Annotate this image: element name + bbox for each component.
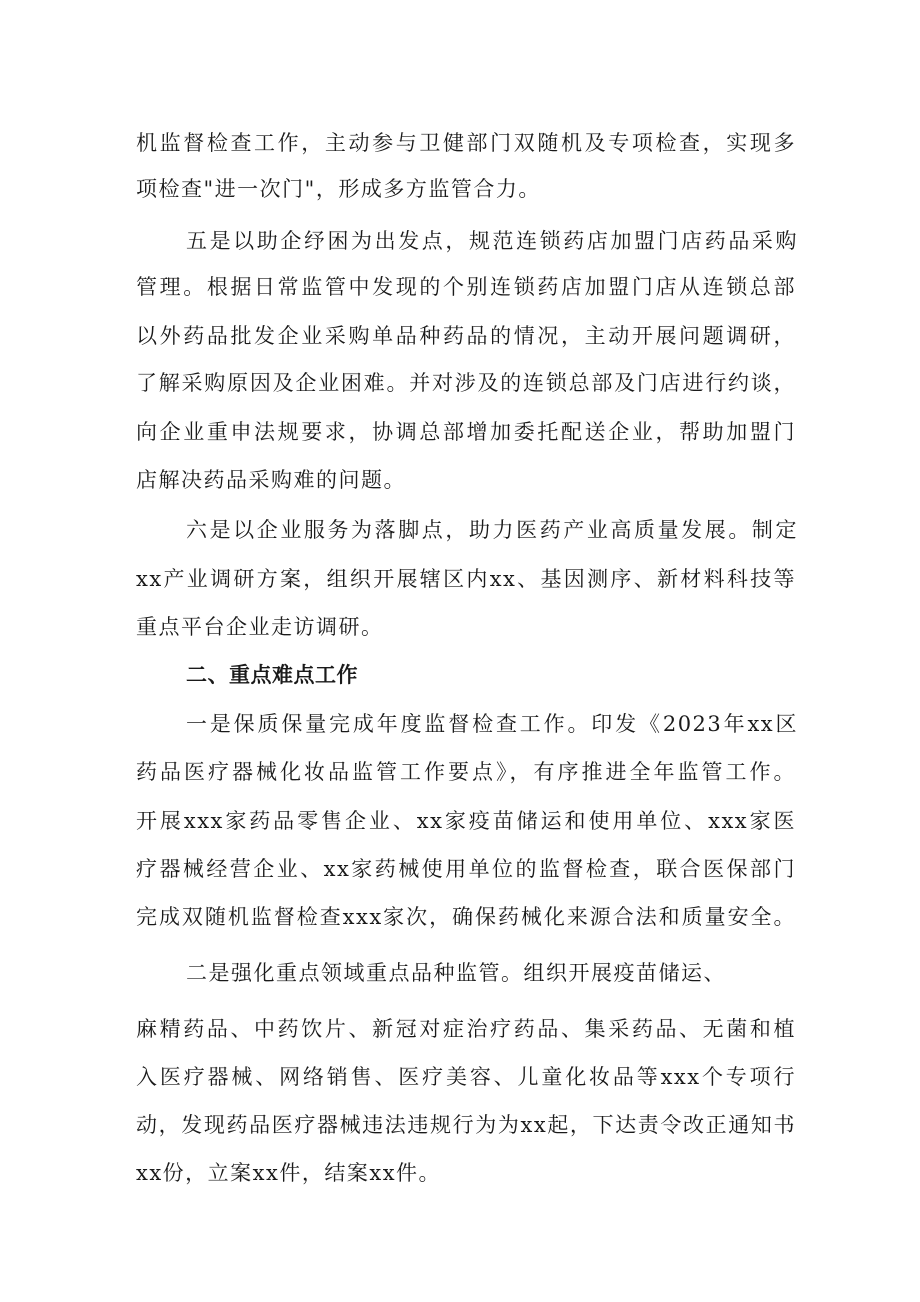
paragraph-2-line-4: 动，发现药品医疗器械违法违规行为为xx起，下达责令改正通知书: [136, 1113, 796, 1137]
paragraph-5-line-5: 向企业重申法规要求，协调总部增加委托配送企业，帮助加盟门: [136, 420, 796, 444]
paragraph-2-line-2: 麻精药品、中药饮片、新冠对症治疗药品、集采药品、无菌和植: [136, 1017, 796, 1041]
section-heading: 二、重点难点工作: [186, 663, 358, 687]
paragraph-6-line-3: 重点平台企业走访调研。: [136, 615, 384, 639]
paragraph-5-line-4: 了解采购原因及企业困难。并对涉及的连锁总部及门店进行约谈，: [136, 371, 796, 395]
paragraph-5-line-2: 管理。根据日常监管中发现的个别连锁药店加盟门店从连锁总部: [136, 275, 796, 299]
text-line-2: 项检查"进一次门"，形成多方监管合力。: [136, 177, 541, 201]
paragraph-2-line-5: xx份，立案xx件，结案xx件。: [136, 1161, 442, 1185]
paragraph-1-line-1: 一是保质保量完成年度监督检查工作。印发《2023年xx区: [186, 712, 798, 736]
paragraph-6-line-2: xx产业调研方案，组织开展辖区内xx、基因测序、新材料科技等: [136, 567, 796, 591]
paragraph-6-line-1: 六是以企业服务为落脚点，助力医药产业高质量发展。制定: [186, 518, 798, 542]
paragraph-2-line-3: 入医疗器械、网络销售、医疗美容、儿童化妆品等xxx个专项行: [136, 1065, 796, 1089]
paragraph-1-line-5: 完成双随机监督检查xxx家次，确保药械化来源合法和质量安全。: [136, 905, 796, 929]
paragraph-1-line-4: 疗器械经营企业、xx家药械使用单位的监督检查，联合医保部门: [136, 857, 796, 881]
paragraph-5-line-1: 五是以助企纾困为出发点，规范连锁药店加盟门店药品采购: [186, 229, 798, 253]
paragraph-5-line-6: 店解决药品采购难的问题。: [136, 468, 406, 492]
text-line-1: 机监督检查工作，主动参与卫健部门双随机及专项检查，实现多: [136, 131, 796, 155]
paragraph-1-line-2: 药品医疗器械化妆品监管工作要点》，有序推进全年监管工作。: [136, 760, 796, 784]
paragraph-5-line-3: 以外药品批发企业采购单品种药品的情况，主动开展问题调研，: [136, 324, 796, 348]
paragraph-1-line-3: 开展xxx家药品零售企业、xx家疫苗储运和使用单位、xxx家医: [136, 809, 796, 833]
paragraph-2-line-1: 二是强化重点领域重点品种监管。组织开展疫苗储运、: [186, 961, 726, 985]
